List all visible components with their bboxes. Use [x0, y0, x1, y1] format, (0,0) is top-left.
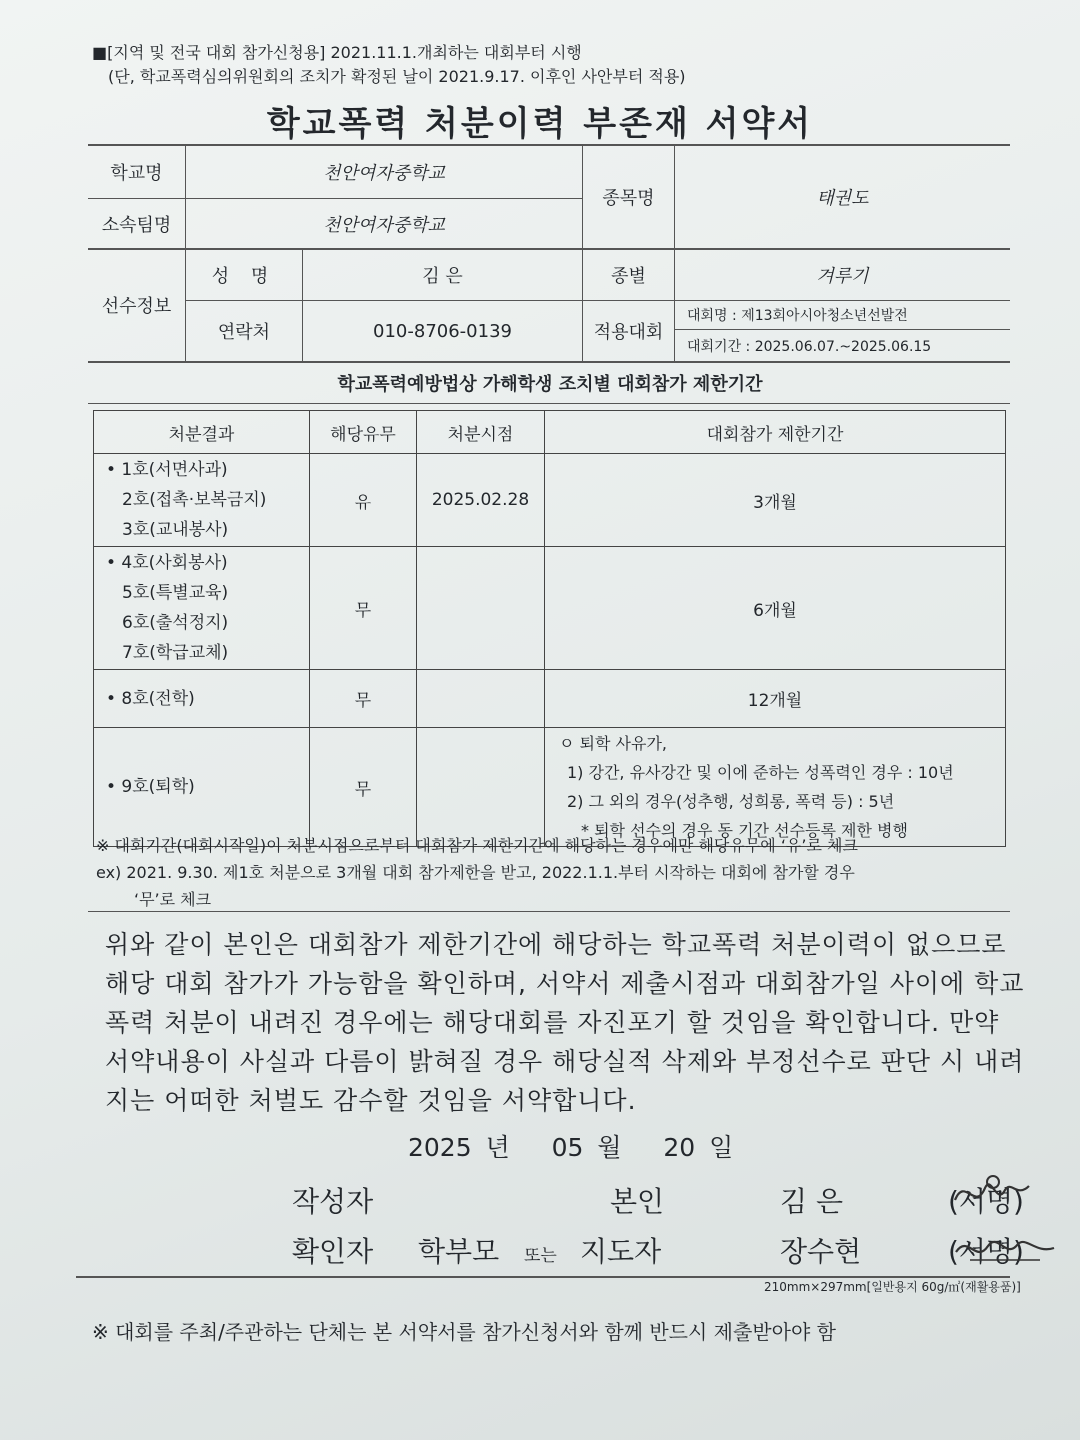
writer-signature-mark [945, 1168, 1035, 1218]
note-2: ex) 2021. 9.30. 제1호 처분으로 3개월 대회 참가제한을 받고, 2022.1.1.부터 시작하는 대회에 참가할 경우 [96, 863, 855, 882]
result-item: 2호(접촉·보복금지) [122, 490, 267, 510]
date-month-unit: 월 [597, 1133, 622, 1162]
table-row [94, 670, 1006, 728]
date-year: 2025 [408, 1133, 472, 1162]
writer-role: 본인 [610, 1185, 665, 1218]
writer-seal: (서명) [948, 1185, 1024, 1218]
col-header-applicable: 해당유무 [310, 411, 417, 454]
paper-spec: 210mm×297mm[일반용지 60g/㎡(재활용품)] [764, 1280, 1021, 1294]
period-cell: 12개월 [545, 670, 1006, 728]
date-year-unit: 년 [485, 1133, 510, 1162]
period-line: ㅇ 퇴학 사유가, [559, 734, 667, 753]
date-cell [417, 670, 545, 728]
applicable-cell: 유 [310, 454, 417, 547]
confirmer-seal: (서명) [948, 1235, 1024, 1268]
team-value: 천안여자중학교 [323, 214, 445, 236]
competition-name: 대회명 : 제13회아시아청소년선발전 [687, 308, 908, 324]
applicable-cell: 무 [310, 547, 417, 670]
confirmer-name: 장수현 [780, 1235, 862, 1268]
result-item: 5호(특별교육) [122, 583, 229, 603]
confirmer-label: 확인자 [292, 1235, 374, 1268]
restriction-table [93, 410, 1006, 847]
date-cell [417, 728, 545, 847]
table-row [94, 454, 1006, 547]
period-line: * 퇴학 선수의 경우 동 기간 선수등록 제한 병행 [581, 821, 908, 840]
name-label: 성 명 [211, 265, 277, 287]
col-header-period: 대회참가 제한기간 [545, 411, 1006, 454]
table-row [94, 547, 1006, 670]
result-cell [94, 454, 310, 547]
confirmer-or: 또는 [524, 1246, 557, 1266]
date-cell: 2025.02.28 [417, 454, 545, 547]
sport-value: 태권도 [816, 188, 869, 209]
applicable-cell: 무 [310, 728, 417, 847]
team-label: 소속팀명 [101, 214, 172, 236]
result-item: 6호(출석정지) [122, 613, 229, 633]
date-day-unit: 일 [709, 1133, 734, 1162]
note-1: ※ 대회기간(대회시작일)이 처분시점으로부터 대회참가 제한기간에 해당하는 경우에만 해당유무에 ‘유’로 체크 [96, 836, 858, 855]
period-line: 2) 그 외의 경우(성추행, 성희롱, 폭력 등) : 5년 [567, 792, 895, 811]
date-month: 05 [551, 1133, 584, 1162]
writer-label: 작성자 [292, 1185, 374, 1218]
event-label: 종별 [611, 265, 646, 287]
result-item: • 8호(전학) [106, 688, 195, 709]
confirmer-role-parent: 학부모 [418, 1235, 500, 1268]
confirmer-role-coach: 지도자 [580, 1235, 662, 1268]
sport-label: 종목명 [602, 188, 655, 209]
period-line: 1) 강간, 유사강간 및 이에 준하는 성폭력인 경우 : 10년 [567, 763, 954, 782]
competition-label: 적용대회 [593, 322, 664, 343]
document-title: 학교폭력 처분이력 부존재 서약서 [266, 104, 814, 144]
date-cell [417, 547, 545, 670]
athlete-info-label: 선수정보 [101, 296, 172, 317]
result-item: 3호(교내봉사) [122, 520, 229, 540]
header-line-1: ■[지역 및 전국 대회 참가신청용] 2021.11.1.개최하는 대회부터 시행 [92, 43, 582, 62]
period-cell: 3개월 [545, 454, 1006, 547]
signature-date [408, 1128, 733, 1164]
confirmer-signature-mark [950, 1224, 1060, 1274]
result-cell [94, 728, 310, 847]
competition-period: 대회기간 : 2025.06.07.~2025.06.15 [687, 338, 932, 355]
period-cell: 6개월 [545, 547, 1006, 670]
school-label: 학교명 [110, 163, 163, 184]
name-value: 김 은 [422, 265, 463, 287]
table-header-row [94, 411, 1006, 454]
result-item: • 4호(사회봉사) [106, 553, 228, 573]
period-cell [545, 728, 1006, 847]
result-cell [94, 547, 310, 670]
pledge-paragraph: 위와 같이 본인은 대회참가 제한기간에 해당하는 학교폭력 처분이력이 없으므로 해당 대회 참가가 가능함을 확인하며, 서약서 제출시점과 대회참가일 사이에 학교폭력 처분이 내려진 경우에는 해당대회를 자진포기 할 것임을 확인합니다. 만약 서약내용이 사실과 다름이 밝혀질 경우 해당실적 삭제와 부정선수로 판단 시 내려지는 어떠한 처벌도 감수할 것임을 서약합니다. [105, 930, 1025, 1115]
col-header-date: 처분시점 [417, 411, 545, 454]
table-row [94, 728, 1006, 847]
result-item: • 1호(서면사과) [106, 460, 228, 480]
result-item: • 9호(퇴학) [106, 777, 195, 797]
footer-note: ※ 대회를 주최/주관하는 단체는 본 서약서를 참가신청서와 함께 반드시 제출받아야 함 [92, 1320, 836, 1344]
event-value: 겨루기 [816, 265, 869, 287]
school-value: 천안여자중학교 [323, 163, 445, 184]
result-cell [94, 670, 310, 728]
note-3: ‘무’로 체크 [134, 890, 212, 909]
contact-label: 연락처 [217, 322, 271, 343]
restriction-title: 학교폭력예방법상 가해학생 조치별 대회참가 제한기간 [337, 374, 763, 395]
result-item: 7호(학급교체) [122, 643, 229, 663]
contact-value: 010-8706-0139 [373, 320, 512, 342]
header-line-2: (단, 학교폭력심의위원회의 조치가 확정된 날이 2021.9.17. 이후인 사안부터 적용) [108, 67, 686, 86]
col-header-result: 처분결과 [94, 411, 310, 454]
date-day: 20 [663, 1133, 696, 1162]
applicable-cell: 무 [310, 670, 417, 728]
writer-name: 김 은 [780, 1185, 843, 1218]
